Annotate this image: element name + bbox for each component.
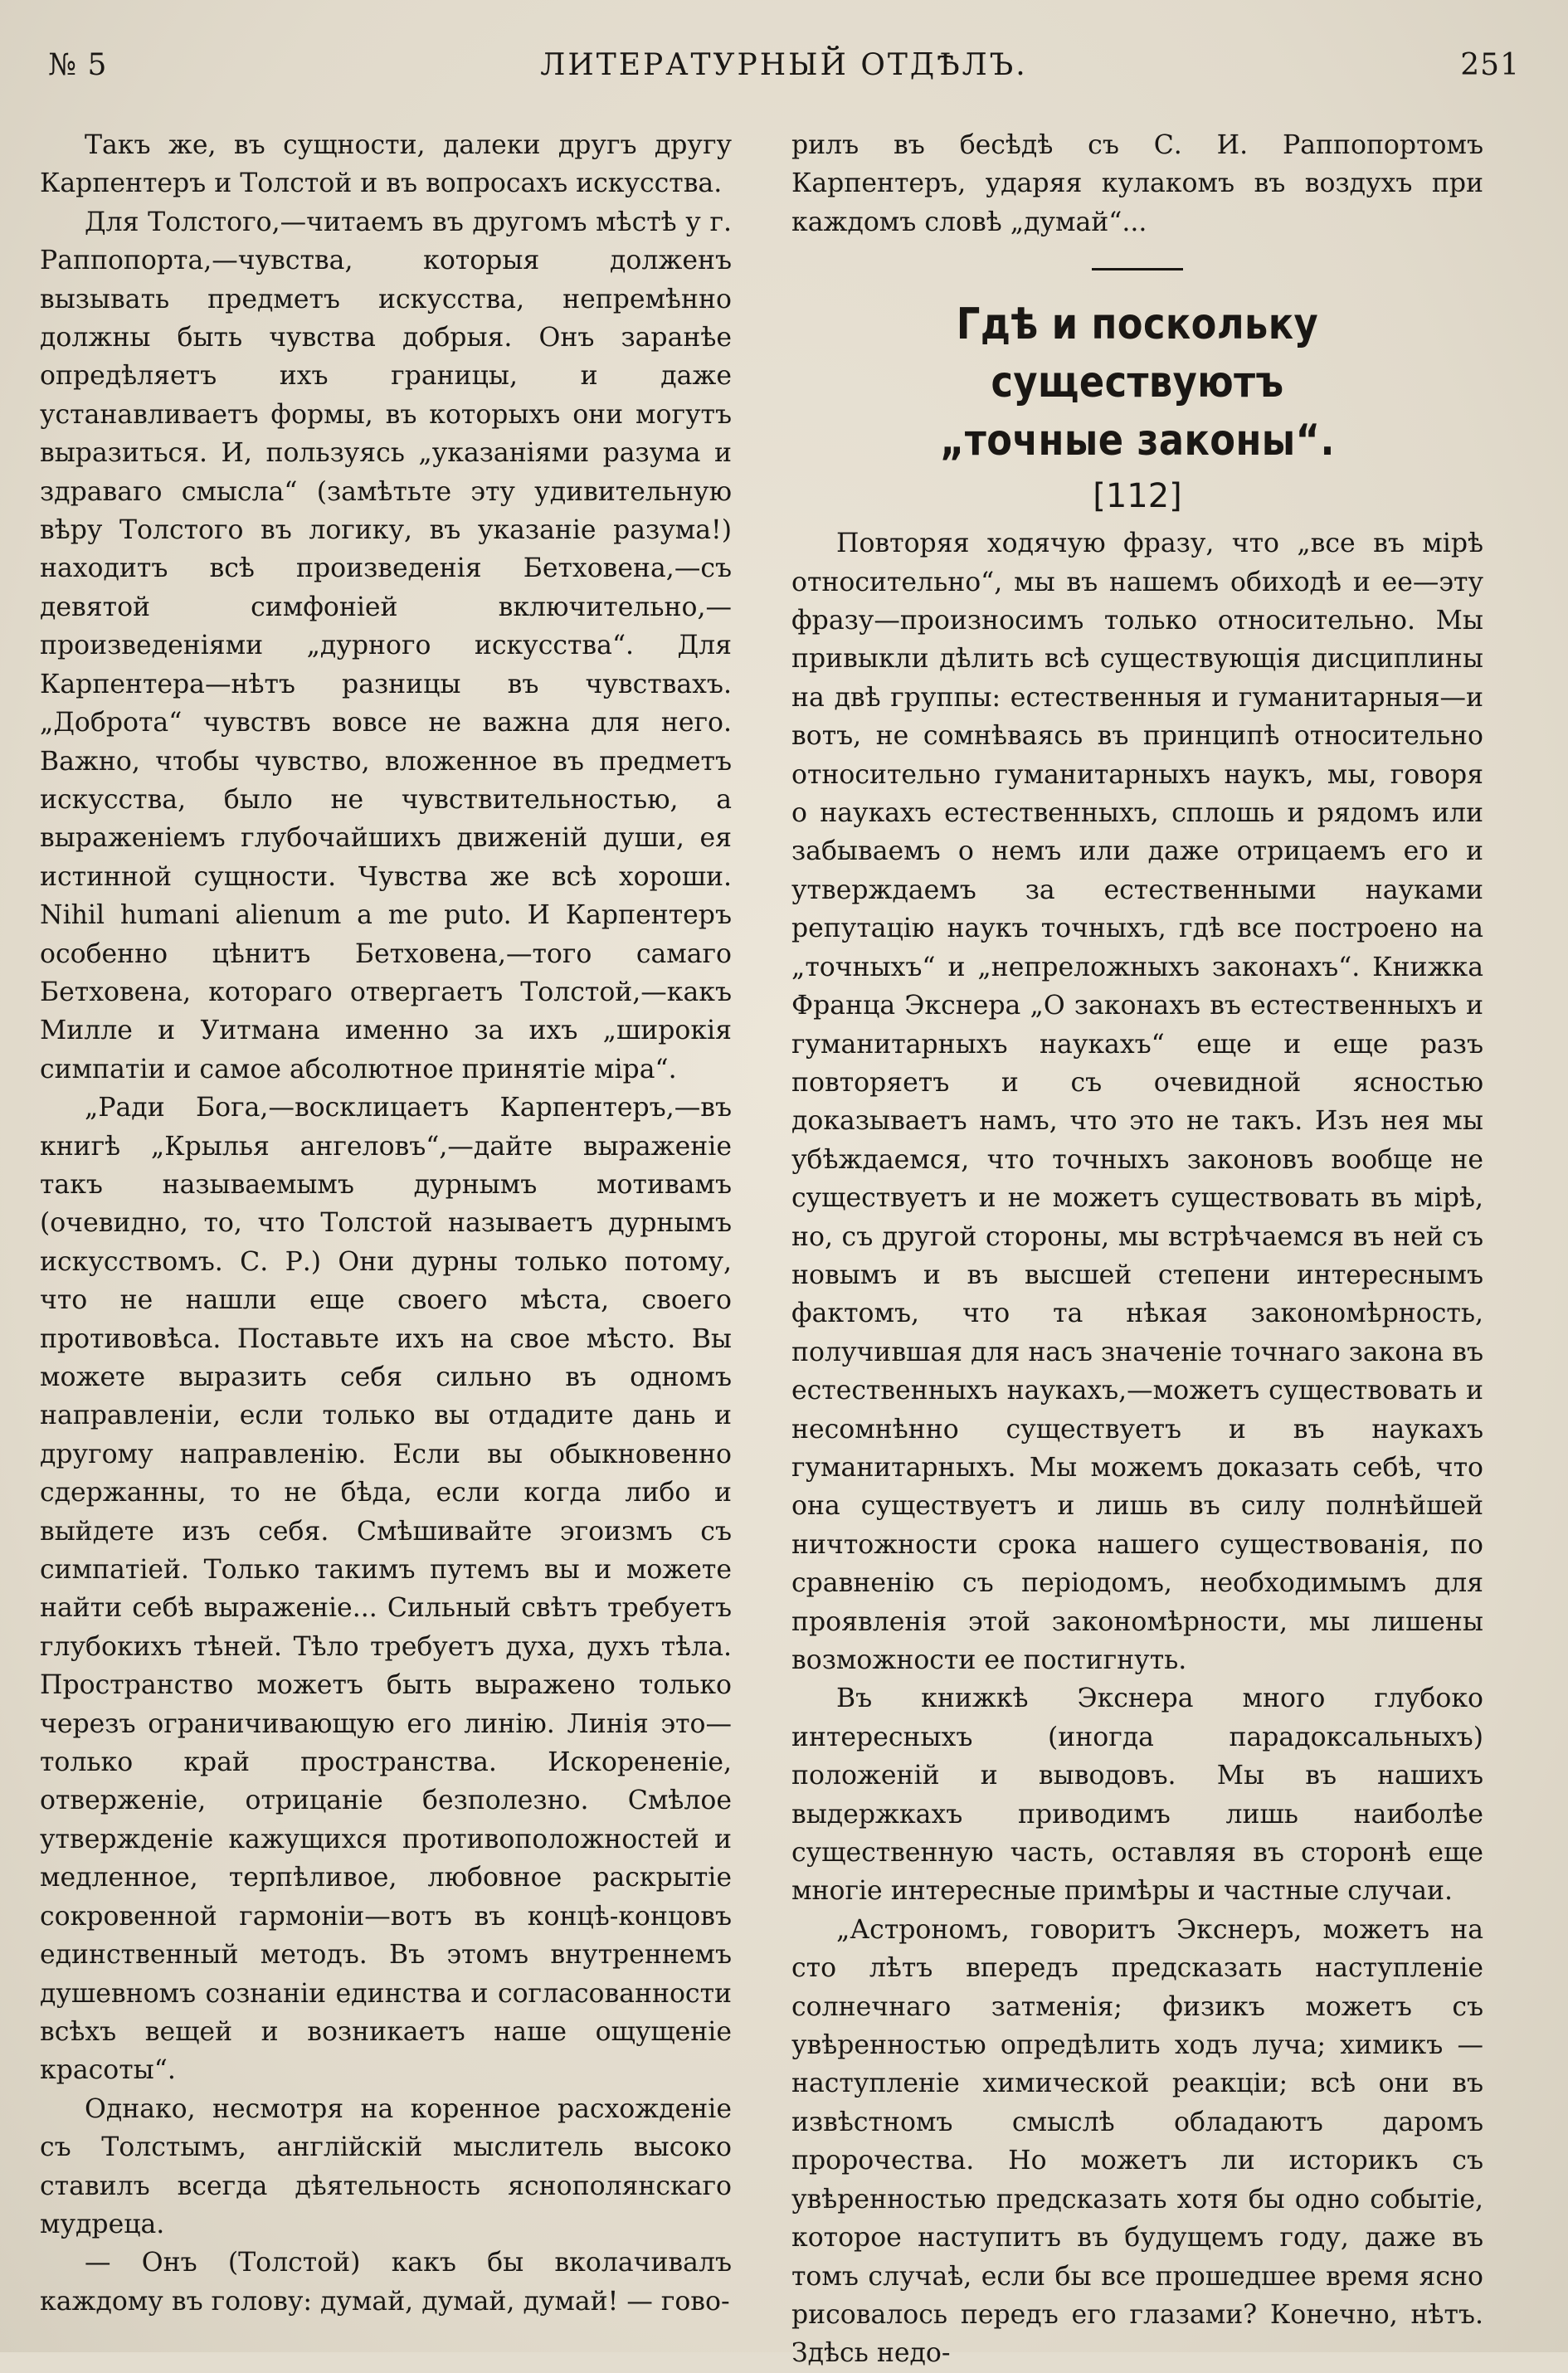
paragraph: „Астрономъ, говоритъ Экснеръ, можетъ на сто лѣтъ впередъ предсказать наступленіе солнечнаго затменія; физикъ можетъ съ увѣренностью опредѣлить ходъ луча; химикъ — наступленіе химической реакціи; всѣ они въ извѣстномъ смыслѣ обладаютъ даромъ пророчества. Но можетъ ли историкъ съ увѣренностью предсказать хотя бы одно событіе, которое наступитъ въ будущемъ году, даже въ томъ случаѣ, если бы все прошедшее время ясно рисовалось передъ его глазами? Конечно, нѣтъ. Здѣсь недо- bbox=[791, 1914, 1483, 2369]
paragraph: „Ради Бога,—восклицаетъ Карпентеръ,—въ книгѣ „Крылья ангеловъ“,—дайте выраженіе такъ называемымъ дурнымъ мотивамъ (очевидно, то, что Толстой называетъ дурнымъ искусствомъ. С. Р.) Они дурны только потому, что не нашли еще своего мѣста, своего противовѣса. Поставьте ихъ на свое мѣсто. Вы можете выразить себя сильно въ одномъ направленіи, если только вы отдадите дань и другому направленію. Если вы обыкновенно сдержанны, то не бѣда, если когда либо и выйдете изъ себя. Смѣшивайте эгоизмъ съ симпатіей. Только такимъ путемъ вы и можете найти себѣ выраженіе... Сильный свѣтъ требуетъ глубокихъ тѣней. Тѣло требуетъ духа, духъ тѣла. Пространство можетъ быть выражено только черезъ ограничивающую его линію. Линія это—только край пространства. Искорененіе, отверженіе, отрицаніе безполезно. Смѣлое утвержденіе кажущихся противоположностей и медленное, терпѣливое, любовное раскрытіе сокровенной гармоніи—вотъ въ концѣ-концовъ единственный методъ. Въ этомъ внутреннемъ душевномъ сознаніи единства и согласованности всѣхъ вещей и возникаетъ наше ощущеніе красоты“. bbox=[40, 1093, 732, 2086]
article-reference-number: [112] bbox=[1093, 477, 1182, 516]
paragraph: Въ книжкѣ Экснера много глубоко интересныхъ (иногда парадоксальныхъ) положеній и выводовъ. Мы въ нашихъ выдержкахъ приводимъ лишь наиболѣе существенную часть, оставляя въ сторонѣ еще многіе интересные примѣры и частные случаи. bbox=[791, 1684, 1483, 1907]
section-divider bbox=[1092, 268, 1183, 270]
page-number: 251 bbox=[1460, 48, 1520, 82]
continued-paragraph: рилъ въ бесѣдѣ съ С. И. Раппопортомъ Карпентеръ, ударяя кулакомъ въ воздухъ при каждомъ словѣ „думай“... bbox=[791, 130, 1483, 237]
paragraph: Такъ же, въ сущности, далеки другъ другу Карпентеръ и Толстой и въ вопросахъ искусства. bbox=[40, 130, 732, 199]
article-heading-line: Гдѣ и поскольку существуютъ bbox=[956, 300, 1319, 408]
paragraph: Для Толстого,—читаемъ въ другомъ мѣстѣ у г. Раппопорта,—чувства, которыя долженъ вызывать предметъ искусства, непремѣнно должны быть чувства добрыя. Онъ заранѣе опредѣляетъ ихъ границы, и даже устанавливаетъ формы, въ которыхъ они могутъ выразиться. И, пользуясь „указаніями разума и здраваго смысла“ (замѣтьте эту удивительную вѣру Толстого въ логику, въ указаніе разума!) находитъ всѣ произведенія Бетховена,—съ девятой симфоніей включительно,—произведеніями „дурного искусства“. Для Карпентера—нѣтъ разницы въ чувствахъ. „Доброта“ чувствъ вовсе не важна для него. Важно, чтобы чувство, вложенное въ предметъ искусства, было не чувствительностью, а выраженіемъ глубочайшихъ движеній души, ея истинной сущности. Чувства же всѣ хороши. Nihil humani alienum a me puto. И Карпентеръ особенно цѣнитъ Бетховена,—того самаго Бетховена, котораго отвергаетъ Толстой,—какъ Милле и Уитмана именно за ихъ „широкія симпатіи и самое абсолютное принятіе міра“. bbox=[40, 207, 732, 1084]
section-title: ЛИТЕРАТУРНЫЙ ОТДѢЛЪ. bbox=[540, 48, 1028, 82]
running-header bbox=[48, 48, 1520, 90]
paragraph: — Онъ (Толстой) какъ бы вколачивалъ каждому въ голову: думай, думай, думай! — гово- bbox=[40, 2248, 732, 2317]
left-column bbox=[40, 126, 732, 2319]
issue-number: № 5 bbox=[48, 48, 108, 82]
right-column bbox=[791, 126, 1483, 2369]
paragraph: Однако, несмотря на коренное расхожденіе съ Толстымъ, англійскій мыслитель высоко ставилъ всегда дѣятельность яснополянскаго мудреца. bbox=[40, 2093, 732, 2239]
article-heading bbox=[840, 295, 1434, 470]
paragraph: Повторяя ходячую фразу, что „все въ мірѣ относительно“, мы въ нашемъ обиходѣ и ее—эту фразу—произносимъ только относительно. Мы привыкли дѣлить всѣ существующія дисциплины на двѣ группы: естественныя и гуманитарныя—и вотъ, не сомнѣваясь въ принципѣ относительно относительно гуманитарныхъ наукъ, мы, говоря о наукахъ естественныхъ, сплошь и рядомъ или забываемъ о немъ или даже отрицаемъ его и утверждаемъ за естественными науками репутацію наукъ точныхъ, гдѣ все построено на „точныхъ“ и „непреложныхъ законахъ“. Книжка Франца Экснера „О законахъ въ естественныхъ и гуманитарныхъ наукахъ“ еще и еще разъ повторяетъ и съ очевидной ясностью доказываетъ намъ, что это не такъ. Изъ нея мы убѣждаемся, что точныхъ законовъ вообще не существуетъ и не можетъ существовать въ мірѣ, но, съ другой стороны, мы встрѣчаемся въ ней съ новымъ и въ высшей степени интереснымъ фактомъ, что та нѣкая закономѣрность, получившая для насъ значеніе точнаго закона въ естественныхъ наукахъ,—можетъ существовать и несомнѣнно существуетъ и въ наукахъ гуманитарныхъ. Мы можемъ доказать себѣ, что она существуетъ и лишь въ силу полнѣйшей ничтожности срока нашего существованія, по сравненію съ періодомъ, необходимымъ для проявленія этой закономѣрности, мы лишены возможности ее постигнуть. bbox=[791, 529, 1483, 1675]
article-heading-line: „точные законы“. bbox=[940, 416, 1335, 466]
